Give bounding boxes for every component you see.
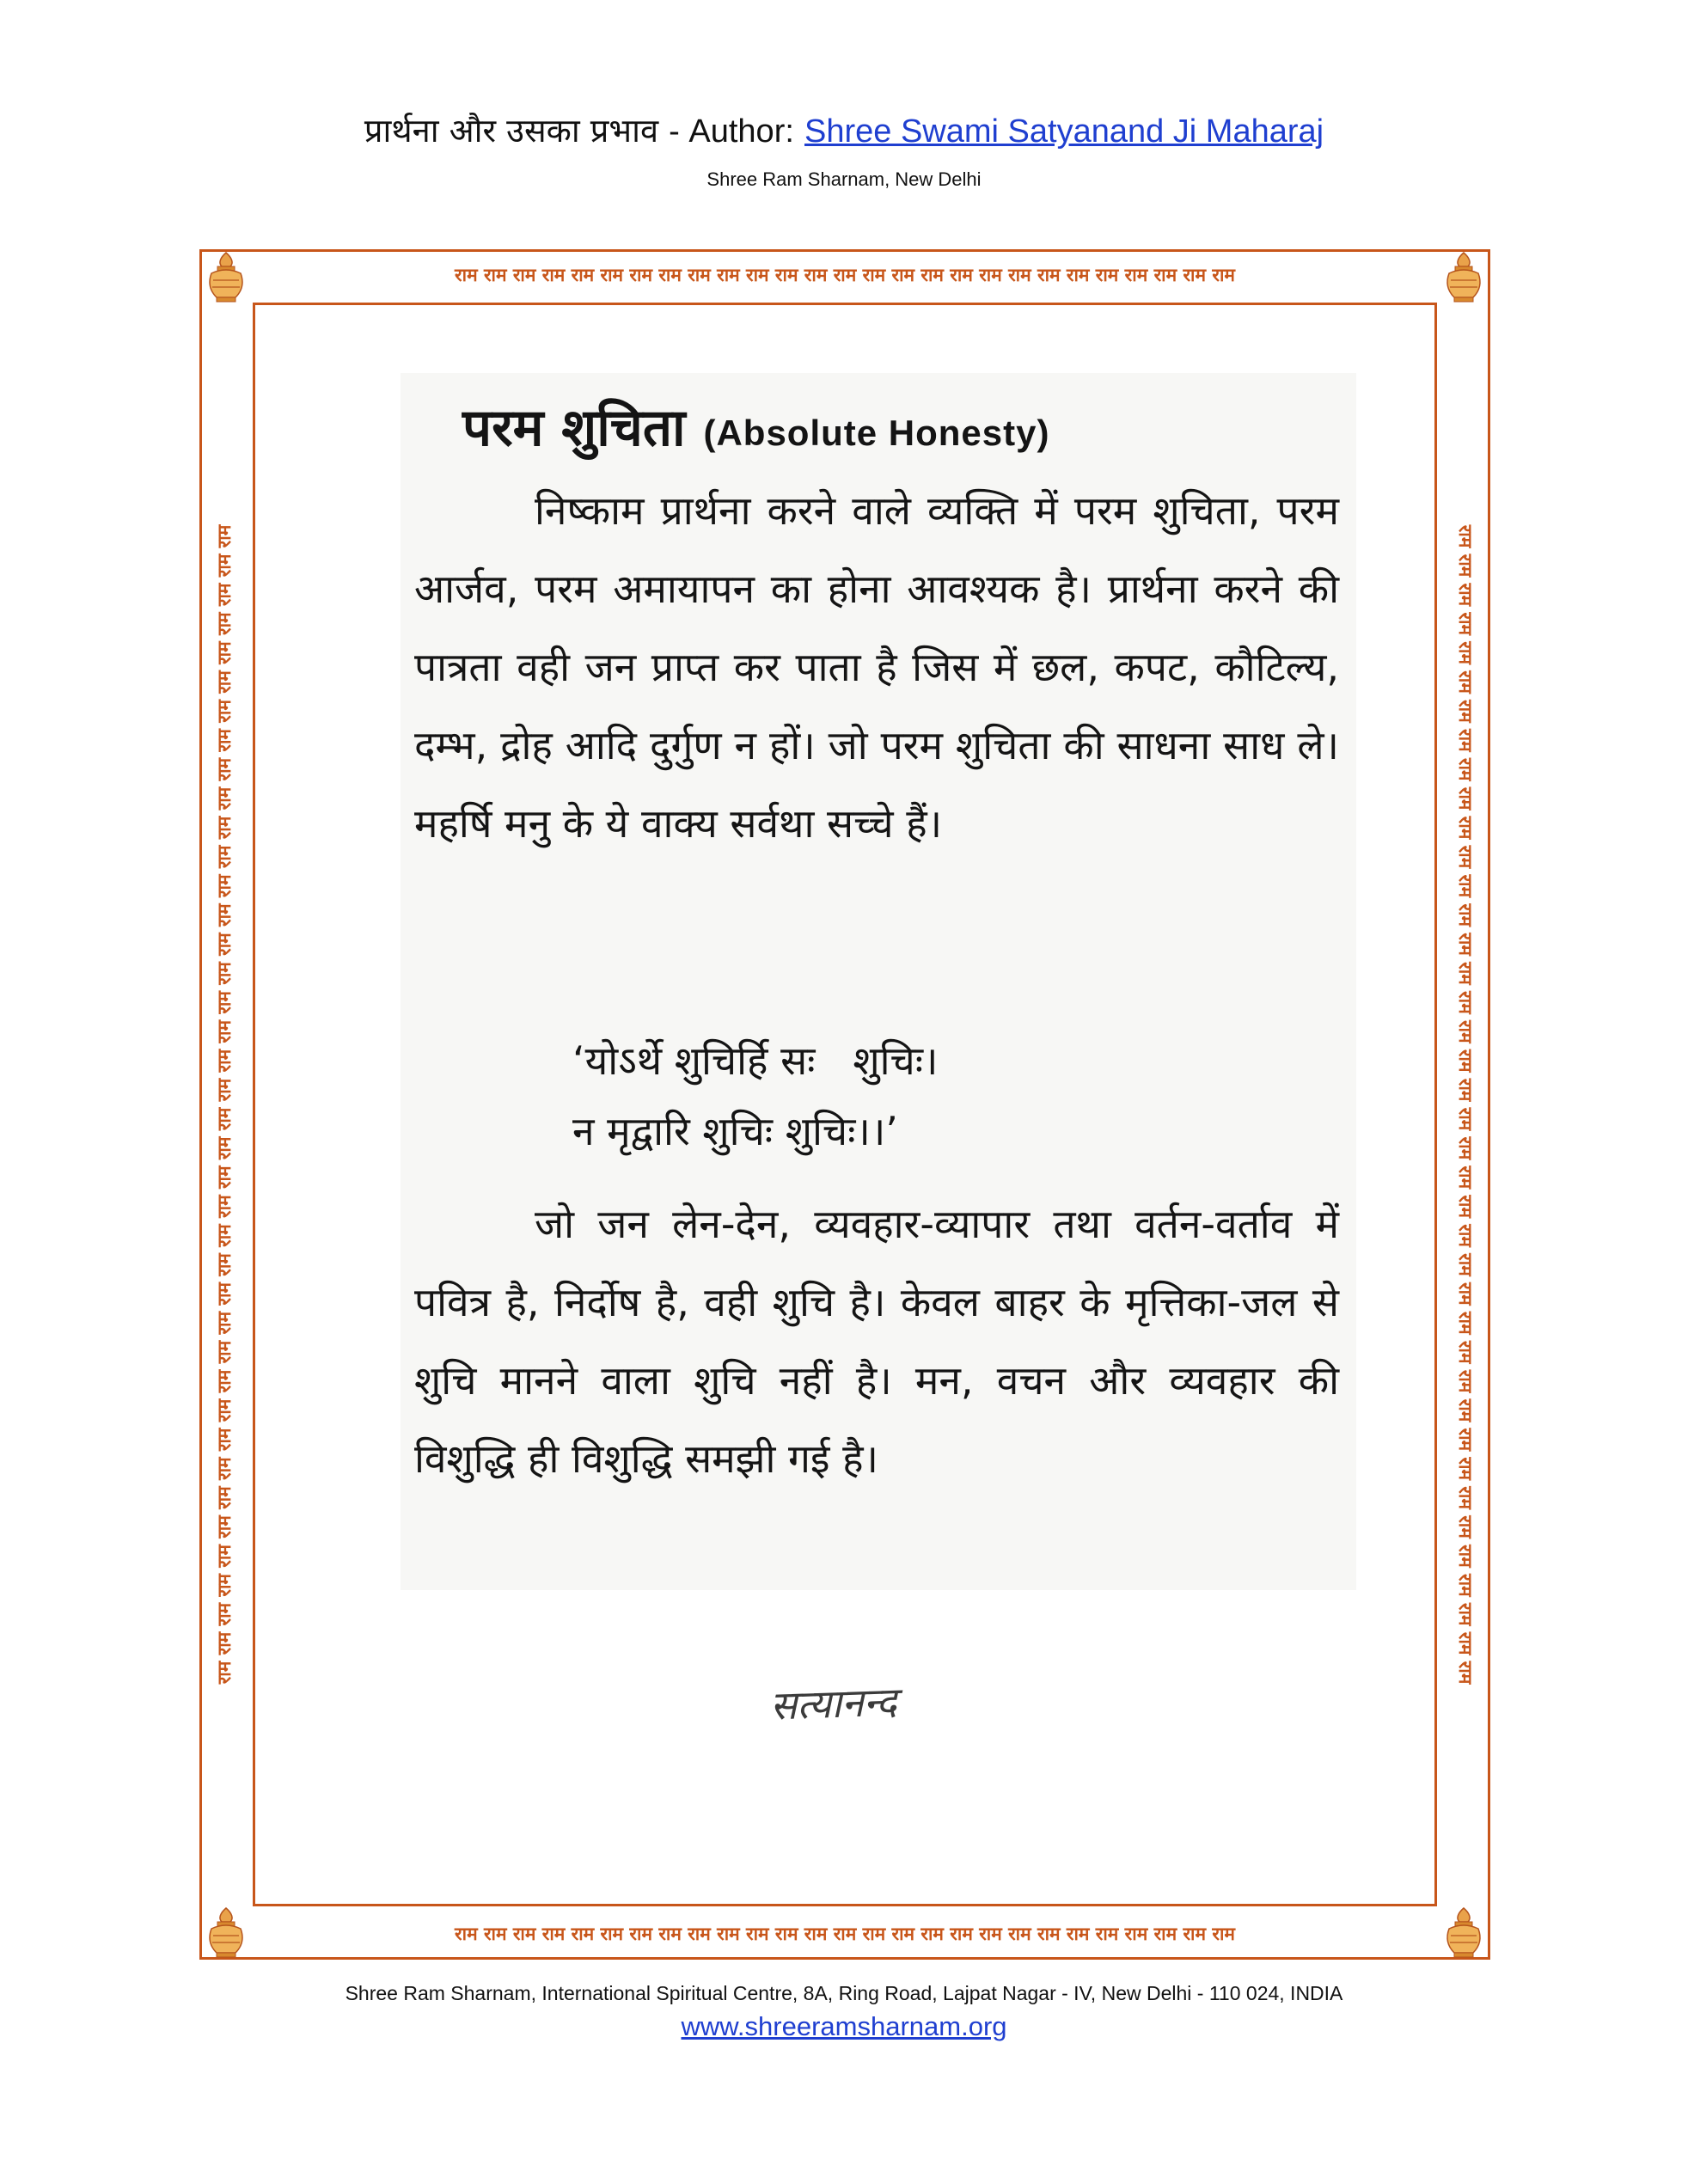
- border-text-left: राम राम राम राम राम राम राम राम राम राम राम राम राम राम राम राम राम राम राम राम राम राम राम राम राम राम राम राम राम राम राम राम राम राम राम राम राम राम राम राम: [214, 524, 235, 1685]
- kalash-icon: [1440, 249, 1487, 304]
- kalash-icon: [203, 249, 249, 304]
- kalash-icon: [1440, 1905, 1487, 1960]
- section-title-hindi: परम शुचिता: [462, 398, 686, 458]
- website-link[interactable]: www.shreeramsharnam.org: [681, 2011, 1007, 2041]
- author-prefix: - Author:: [669, 113, 794, 150]
- border-text-bottom: राम राम राम राम राम राम राम राम राम राम राम राम राम राम राम राम राम राम राम राम राम राम राम राम राम राम राम: [455, 1924, 1235, 1944]
- verse-line-1: ‘योऽर्थे शुचिर्हि सः शुचिः।: [572, 1037, 939, 1084]
- border-text-right: राम राम राम राम राम राम राम राम राम राम राम राम राम राम राम राम राम राम राम राम राम राम राम राम राम राम राम राम राम राम राम राम राम राम राम राम राम राम राम राम: [1455, 524, 1476, 1685]
- border-text-left-strip: [205, 318, 243, 1891]
- header-subtitle: Shree Ram Sharnam, New Delhi: [706, 168, 982, 190]
- verse-line-2: न मृद्वारि शुचिः शुचिः।।’: [572, 1108, 898, 1154]
- border-text-right-strip: [1446, 318, 1484, 1891]
- document-header: [0, 110, 1688, 152]
- book-title: प्रार्थना और उसका प्रभाव: [364, 112, 659, 150]
- border-text-top: राम राम राम राम राम राम राम राम राम राम राम राम राम राम राम राम राम राम राम राम राम राम राम राम राम राम राम: [455, 265, 1235, 285]
- paragraph-1: निष्काम प्रार्थना करने वाले व्यक्ति में परम शुचिता, परम आर्जव, परम अमायापन का होना आवश्यक है। प्रार्थना करने की पात्रता वही जन प्राप्त कर पाता है जिस में छल, कपट, कौटिल्य, दम्भ, द्रोह आदि दुर्गुण न हों। जो परम शुचिता की साधना साध ले। महर्षि मनु के ये वाक्य सर्वथा सच्चे हैं।: [414, 487, 1339, 847]
- kalash-icon: [203, 1905, 249, 1960]
- paragraph-2: जो जन लेन-देन, व्यवहार-व्यापार तथा वर्तन-वर्ताव में पवित्र है, निर्दोष है, वही शुचि है। केवल बाहर के मृत्तिका-जल से शुचि मानने वाला शुचि नहीं है। मन, वचन और व्यवहार की विशुद्धि ही विशुद्धि समझी गई है।: [414, 1201, 1339, 1482]
- section-title-english: (Absolute Honesty): [703, 413, 1050, 453]
- section-title: [462, 390, 1049, 461]
- signature: सत्यानन्द: [769, 1678, 898, 1729]
- author-link[interactable]: Shree Swami Satyanand Ji Maharaj: [804, 113, 1324, 150]
- footer-address: Shree Ram Sharnam, International Spiritual Centre, 8A, Ring Road, Lajpat Nagar - IV, New Delhi - 110 024, INDIA: [345, 1982, 1343, 2004]
- scanned-text-block: [401, 373, 1356, 1590]
- footer-url-wrapper: [0, 2011, 1688, 2042]
